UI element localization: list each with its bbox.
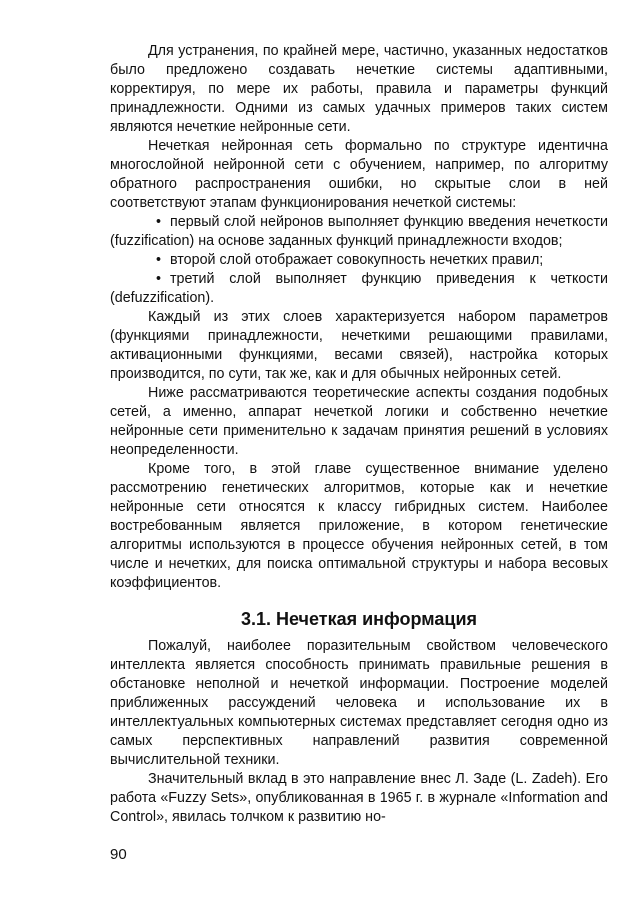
layer-list [110, 213, 608, 308]
list-item-text: третий слой выполняет функцию приведения к четкости (defuzzification). [110, 271, 608, 306]
paragraph: Пожалуй, наиболее поразительным свойством человеческого интеллекта является способность принимать правильные решения в обстановке неполной и нечеткой информации. Построение моделей приближенных рассуждений человека и использование их в интеллектуальных компьютерных системах представляет сегодня одно из самых перспективных направлений развития современной вычислительной техники. [110, 638, 608, 768]
list-item [110, 270, 608, 308]
paragraph: Для устранения, по крайней мере, частично, указанных недостатков было предложено создавать нечеткие системы адаптивными, корректируя, по мере их работы, правила и параметры функций принадлежности. Одними из самых удачных примеров таких систем являются нечеткие нейронные сети. [110, 43, 608, 135]
page-body [110, 42, 608, 827]
bullet-icon: • [156, 214, 162, 230]
paragraph: Каждый из этих слоев характеризуется набором параметров (функциями принадлежности, нечеткими решающими правилами, активационными функциями, весами связей), настройка которых производится, по сути, так же, как и для обычных нейронных сетей. [110, 309, 608, 382]
list-item [110, 213, 608, 251]
list-item-text: второй слой отображает совокупность нечетких правил; [170, 252, 544, 268]
list-item [110, 251, 608, 270]
section-heading: 3.1. Нечеткая информация [240, 609, 478, 629]
paragraph: Значительный вклад в это направление внес Л. Заде (L. Zadeh). Его работа «Fuzzy Sets», опубликованная в 1965 г. в журнале «Information and Control», явилась толчком к развитию но- [110, 771, 608, 825]
bullet-icon: • [156, 252, 162, 268]
paragraph: Ниже рассматриваются теоретические аспекты создания подобных сетей, а именно, аппарат нечеткой логики и собственно нечеткие нейронные сети применительно к задачам принятия решений в условиях неопределенности. [110, 385, 608, 458]
paragraph: Кроме того, в этой главе существенное внимание уделено рассмотрению генетических алгоритмов, которые как и нечеткие нейронные сети относятся к классу гибридных систем. Наиболее востребованным является приложение, в котором генетические алгоритмы используются в процессе обучения нейронных сетей, в том числе и нечетких, для поиска оптимальной структуры и набора весовых коэффициентов. [110, 461, 608, 591]
list-item-text: первый слой нейронов выполняет функцию введения нечеткости (fuzzification) на основе заданных функций принадлежности входов; [110, 214, 608, 249]
bullet-icon: • [156, 271, 162, 287]
page-number: 90 [110, 846, 127, 863]
paragraph: Нечеткая нейронная сеть формально по структуре идентична многослойной нейронной сети с обучением, например, по алгоритму обратного распространения ошибки, но скрытые слои в ней соответствуют этапам функционирования нечеткой системы: [110, 138, 608, 211]
